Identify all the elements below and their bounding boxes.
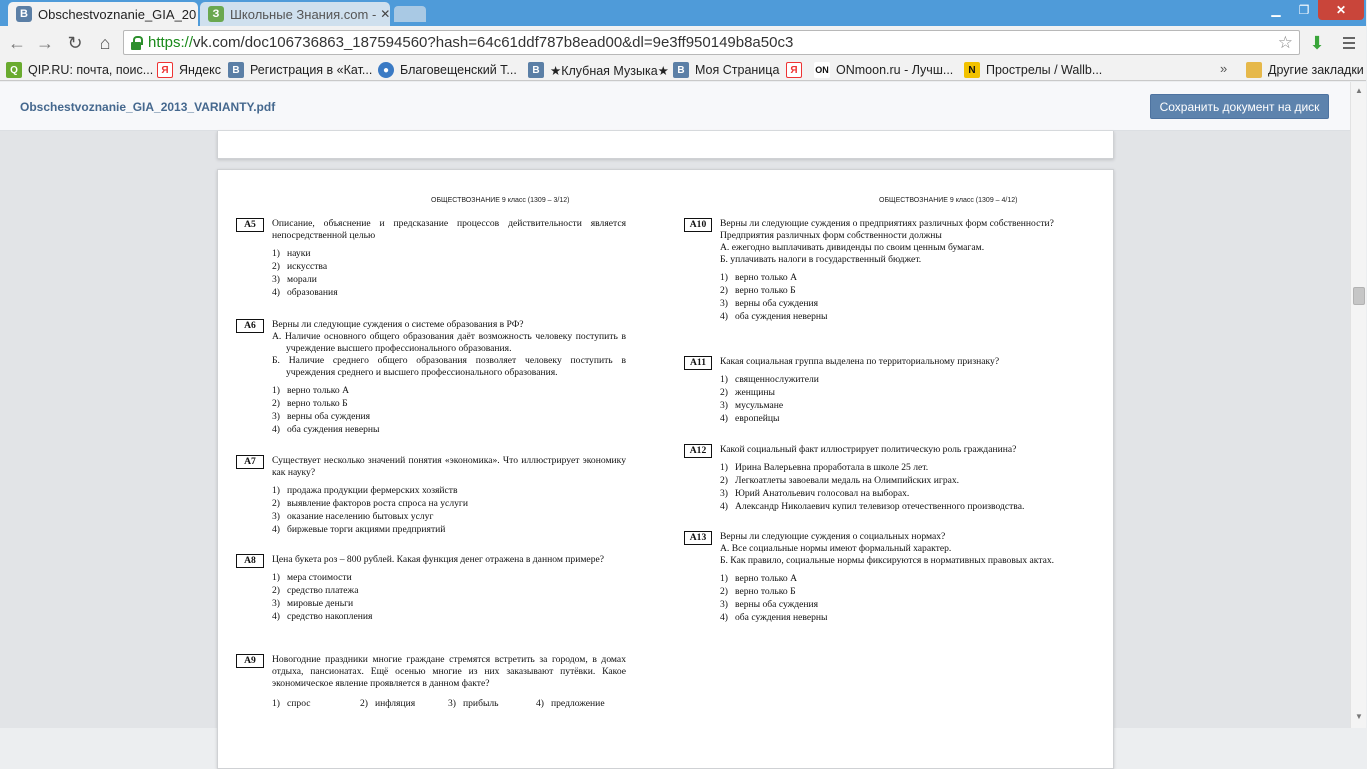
option-number: 1) <box>720 374 728 385</box>
option-text: искусства <box>287 261 328 272</box>
option-number: 4) <box>720 311 728 322</box>
option-text: верно только Б <box>287 398 348 409</box>
option-number: 3) <box>448 698 456 709</box>
lock-icon <box>130 36 142 50</box>
option-text: Ирина Валерьевна проработала в школе 25 лет. <box>735 462 929 473</box>
vk-icon: В <box>228 62 244 78</box>
bookmark-my-page[interactable] <box>673 61 779 79</box>
question-number: A13 <box>684 531 712 545</box>
question-statement: Б. Наличие среднего общего образования позволяет человеку поступить в учреждения среднего и высшего профессионального образования. <box>272 355 626 378</box>
question-a9 <box>236 654 626 711</box>
question-number: A12 <box>684 444 712 458</box>
question-text: Верны ли следующие суждения о предприятиях различных форм собственности? <box>720 218 1054 229</box>
vertical-scrollbar[interactable] <box>1350 82 1366 728</box>
option-number: 1) <box>272 385 280 396</box>
n-icon: N <box>964 62 980 78</box>
option-number: 1) <box>272 485 280 496</box>
option-number: 3) <box>272 274 280 285</box>
question-statement: А. ежегодно выплачивать дивиденды по своим ценным бумагам. <box>720 242 985 253</box>
option-text: верно только А <box>735 573 798 584</box>
option-number: 2) <box>272 498 280 509</box>
question-a5 <box>236 218 626 300</box>
reload-icon[interactable]: ↻ <box>67 32 83 53</box>
previous-page <box>217 131 1114 159</box>
answer-option <box>272 572 626 585</box>
option-text: выявление факторов роста спроса на услуги <box>287 498 468 509</box>
option-text: верно только Б <box>735 285 796 296</box>
forward-arrow-icon[interactable]: → <box>36 32 54 53</box>
option-number: 2) <box>272 398 280 409</box>
answer-options <box>272 698 626 711</box>
tab-strip <box>0 0 1366 26</box>
option-text: средство платежа <box>287 585 359 596</box>
new-tab-button[interactable] <box>394 6 426 22</box>
question-a12 <box>684 444 1074 514</box>
answer-options <box>272 248 626 300</box>
answer-option <box>720 413 1074 426</box>
answer-option <box>272 485 626 498</box>
scroll-up-arrow-icon[interactable]: ▲ <box>1355 86 1363 95</box>
answer-options <box>720 272 1074 324</box>
option-number: 3) <box>720 400 728 411</box>
bookmark-label: Моя Страница <box>695 63 780 77</box>
option-number: 2) <box>720 285 728 296</box>
question-number: A10 <box>684 218 712 232</box>
option-number: 3) <box>272 511 280 522</box>
question-statement: А. Наличие основного общего образования даёт возможность человеку поступить в учреждение высшего профессионального образования. <box>272 331 626 354</box>
option-text: верны оба суждения <box>735 298 819 309</box>
tab-pdf[interactable] <box>8 2 198 26</box>
question-text: Описание, объяснение и предсказание процессов действительности является непосредственной целью <box>272 218 626 241</box>
question-number: A11 <box>684 356 712 370</box>
option-text: оба суждения неверны <box>735 612 828 623</box>
question-text: Какой социальный факт иллюстрирует политическую роль гражданина? <box>720 444 1017 455</box>
option-number: 4) <box>720 413 728 424</box>
running-header-left: ОБЩЕСТВОЗНАНИЕ 9 класс (1309 – 3/12) <box>431 197 570 204</box>
bookmarks-overflow-button[interactable]: » <box>1220 61 1228 76</box>
browser-toolbar <box>0 26 1366 59</box>
question-a7 <box>236 455 626 537</box>
close-icon[interactable]: ✕ <box>380 7 391 21</box>
question-statement: Б. Как правило, социальные нормы фиксируются в нормативных правовых актах. <box>720 555 1055 566</box>
answer-option <box>272 611 626 624</box>
option-number: 2) <box>272 261 280 272</box>
minimize-icon[interactable]: ▁ <box>1271 3 1281 17</box>
address-bar[interactable] <box>123 30 1300 55</box>
option-number: 3) <box>272 411 280 422</box>
question-statement: Б. уплачивать налоги в государственный бюджет. <box>720 254 922 265</box>
option-text: средство накопления <box>287 611 373 622</box>
bookmark-label: QIP.RU: почта, поис... <box>28 63 154 77</box>
option-number: 1) <box>720 272 728 283</box>
answer-option <box>720 586 1074 599</box>
option-text: оказание населению бытовых услуг <box>287 511 434 522</box>
answer-options <box>720 374 1074 426</box>
option-text: мера стоимости <box>287 572 352 583</box>
answer-option <box>272 398 626 411</box>
option-number: 4) <box>272 424 280 435</box>
answer-option <box>720 298 1074 311</box>
answer-options <box>272 572 626 624</box>
answer-option <box>272 598 626 611</box>
bookmark-blagoveshchensky[interactable] <box>378 61 517 79</box>
question-number: A6 <box>236 319 264 333</box>
option-number: 1) <box>720 462 728 473</box>
option-text: Юрий Анатольевич голосовал на выборах. <box>735 488 910 499</box>
bookmark-qip[interactable] <box>6 61 153 79</box>
question-number: A7 <box>236 455 264 469</box>
answer-option <box>720 475 1074 488</box>
answer-option <box>720 387 1074 400</box>
answer-option <box>720 311 1074 324</box>
window-close-icon[interactable]: ✕ <box>1318 0 1364 20</box>
question-text: Новогодние праздники многие граждане стремятся встретить за городом, в домах отдыха, пансионатах. Ещё осенью многие из них заказывают путёвки. Какое экономическое явление проявляется в данном факте? <box>272 654 626 689</box>
scrollbar-thumb[interactable] <box>1353 287 1365 305</box>
option-number: 3) <box>720 298 728 309</box>
option-number: 4) <box>536 698 544 709</box>
question-a11 <box>684 356 1074 426</box>
znanija-icon: З <box>208 6 224 22</box>
save-to-disk-button[interactable]: Сохранить документ на диск <box>1150 94 1329 119</box>
option-text: биржевые торги акциями предприятий <box>287 524 446 535</box>
answer-options <box>720 462 1074 514</box>
answer-option <box>720 272 1074 285</box>
folder-icon <box>1246 62 1262 78</box>
pdf-page <box>217 169 1114 769</box>
bookmark-yandex-2[interactable] <box>786 61 808 79</box>
answer-option <box>720 573 1074 586</box>
vk-icon: В <box>16 6 32 22</box>
option-text: священнослужители <box>735 374 819 385</box>
option-number: 2) <box>720 475 728 486</box>
option-text: мусульмане <box>735 400 784 411</box>
option-number: 2) <box>720 586 728 597</box>
qip-icon: Q <box>6 62 22 78</box>
document-header <box>0 82 1350 131</box>
question-a8 <box>236 554 626 624</box>
answer-option <box>272 511 626 524</box>
chrome-menu-icon[interactable] <box>1338 32 1360 54</box>
option-text: морали <box>287 274 317 285</box>
yandex-icon: Я <box>157 62 173 78</box>
answer-option <box>720 488 1074 501</box>
question-statement: А. Все социальные нормы имеют формальный характер. <box>720 543 952 554</box>
option-text: Легкоатлеты завоевали медаль на Олимпийских играх. <box>735 475 960 486</box>
option-text: инфляция <box>375 698 416 709</box>
answer-option <box>448 698 536 711</box>
back-arrow-icon[interactable]: ← <box>8 32 26 53</box>
option-number: 3) <box>720 488 728 499</box>
question-statement: Предприятия различных форм собственности должны <box>720 230 942 241</box>
option-text: образования <box>287 287 338 298</box>
answer-option <box>720 400 1074 413</box>
option-number: 1) <box>272 698 280 709</box>
option-number: 1) <box>272 248 280 259</box>
bookmark-registration[interactable] <box>228 61 372 79</box>
bookmark-label: ★Клубная Музыка★ <box>550 63 669 78</box>
question-a6 <box>236 319 626 437</box>
bookmark-label: Благовещенский Т... <box>400 63 517 77</box>
tab-title: Школьные Знания.com - <box>230 6 377 22</box>
vk-icon: В <box>528 62 544 78</box>
answer-option <box>536 698 624 711</box>
option-number: 3) <box>720 599 728 610</box>
url-scheme: https:// <box>148 34 194 51</box>
bookmark-onmoon[interactable] <box>814 61 953 79</box>
url-text: vk.com/doc106736863_187594560?hash=64c61ddf787b8ead00&dl=9e3ff950149b8a50c3 <box>193 34 794 51</box>
answer-option <box>272 411 626 424</box>
option-text: предложение <box>551 698 605 709</box>
answer-option <box>272 698 360 711</box>
answer-option <box>272 261 626 274</box>
question-text: Существует несколько значений понятия «экономика». Что иллюстрирует экономику как науку? <box>272 455 626 478</box>
answer-options <box>720 573 1074 625</box>
question-number: A5 <box>236 218 264 232</box>
option-number: 4) <box>272 611 280 622</box>
option-text: науки <box>287 248 311 259</box>
option-text: женщины <box>735 387 775 398</box>
answer-option <box>720 612 1074 625</box>
tab-title: Obschestvoznanie_GIA_20 <box>38 6 197 22</box>
answer-option <box>272 524 626 537</box>
option-number: 3) <box>272 598 280 609</box>
bookmark-label: Яндекс <box>179 63 222 77</box>
question-text: Верны ли следующие суждения о социальных нормах? <box>720 531 946 542</box>
option-number: 2) <box>272 585 280 596</box>
answer-options <box>272 385 626 437</box>
question-number: A9 <box>236 654 264 668</box>
option-text: оба суждения неверны <box>735 311 828 322</box>
answer-option <box>360 698 448 711</box>
home-icon[interactable]: ⌂ <box>99 32 111 53</box>
answer-option <box>720 374 1074 387</box>
option-text: продажа продукции фермерских хозяйств <box>287 485 458 496</box>
answer-option <box>720 501 1074 514</box>
answer-option <box>272 274 626 287</box>
maximize-icon[interactable]: ❐ <box>1298 3 1310 17</box>
question-number: A8 <box>236 554 264 568</box>
download-extension-icon[interactable]: ⬇ <box>1309 32 1325 53</box>
option-number: 4) <box>272 287 280 298</box>
answer-option <box>272 385 626 398</box>
vk-icon: В <box>673 62 689 78</box>
option-number: 4) <box>720 612 728 623</box>
option-text: Александр Николаевич купил телевизор отечественного производства. <box>735 501 1025 512</box>
answer-option <box>720 462 1074 475</box>
bookmarks-bar <box>0 59 1366 81</box>
bookmark-label: Другие закладки <box>1268 63 1364 77</box>
document-viewer[interactable] <box>0 131 1350 728</box>
question-a13 <box>684 531 1074 625</box>
answer-option <box>272 585 626 598</box>
globe-icon: ● <box>378 62 394 78</box>
option-text: верны оба суждения <box>735 599 819 610</box>
question-text: Верны ли следующие суждения о системе образования в РФ? <box>272 319 524 330</box>
answer-option <box>720 285 1074 298</box>
scroll-down-arrow-icon[interactable]: ▼ <box>1355 712 1363 721</box>
option-number: 1) <box>272 572 280 583</box>
document-filename: Obschestvoznanie_GIA_2013_VARIANTY.pdf <box>20 100 276 114</box>
bookmark-label: Прострелы / Wallb... <box>986 63 1103 77</box>
bookmark-star-icon[interactable]: ☆ <box>1277 33 1293 52</box>
option-number: 4) <box>272 524 280 535</box>
onmoon-icon: ON <box>814 62 830 78</box>
tab-znanija[interactable] <box>200 2 390 26</box>
answer-option <box>272 424 626 437</box>
option-text: верно только А <box>735 272 798 283</box>
question-text: Цена букета роз – 800 рублей. Какая функция денег отражена в данном примере? <box>272 554 605 565</box>
answer-option <box>272 498 626 511</box>
bookmark-label: ONmoon.ru - Лучш... <box>836 63 954 77</box>
option-number: 1) <box>720 573 728 584</box>
question-text: Какая социальная группа выделена по территориальному признаку? <box>720 356 1000 367</box>
bookmark-club-music[interactable] <box>528 61 669 79</box>
yandex-icon: Я <box>786 62 802 78</box>
bookmark-prostrely[interactable] <box>964 61 1102 79</box>
answer-option <box>272 287 626 300</box>
option-number: 2) <box>720 387 728 398</box>
option-text: верно только А <box>287 385 350 396</box>
option-text: верны оба суждения <box>287 411 371 422</box>
answer-option <box>272 248 626 261</box>
option-text: спрос <box>287 698 311 709</box>
option-number: 4) <box>720 501 728 512</box>
option-number: 2) <box>360 698 368 709</box>
option-text: оба суждения неверны <box>287 424 380 435</box>
bookmark-label: Регистрация в «Кат... <box>250 63 373 77</box>
question-a10 <box>684 218 1074 324</box>
bookmark-yandex[interactable] <box>157 61 221 79</box>
option-text: европейцы <box>735 413 780 424</box>
answer-options <box>272 485 626 537</box>
other-bookmarks[interactable] <box>1246 61 1364 79</box>
answer-option <box>720 599 1074 612</box>
option-text: прибыль <box>463 698 499 709</box>
running-header-right: ОБЩЕСТВОЗНАНИЕ 9 класс (1309 – 4/12) <box>879 197 1018 204</box>
option-text: мировые деньги <box>287 598 354 609</box>
option-text: верно только Б <box>735 586 796 597</box>
